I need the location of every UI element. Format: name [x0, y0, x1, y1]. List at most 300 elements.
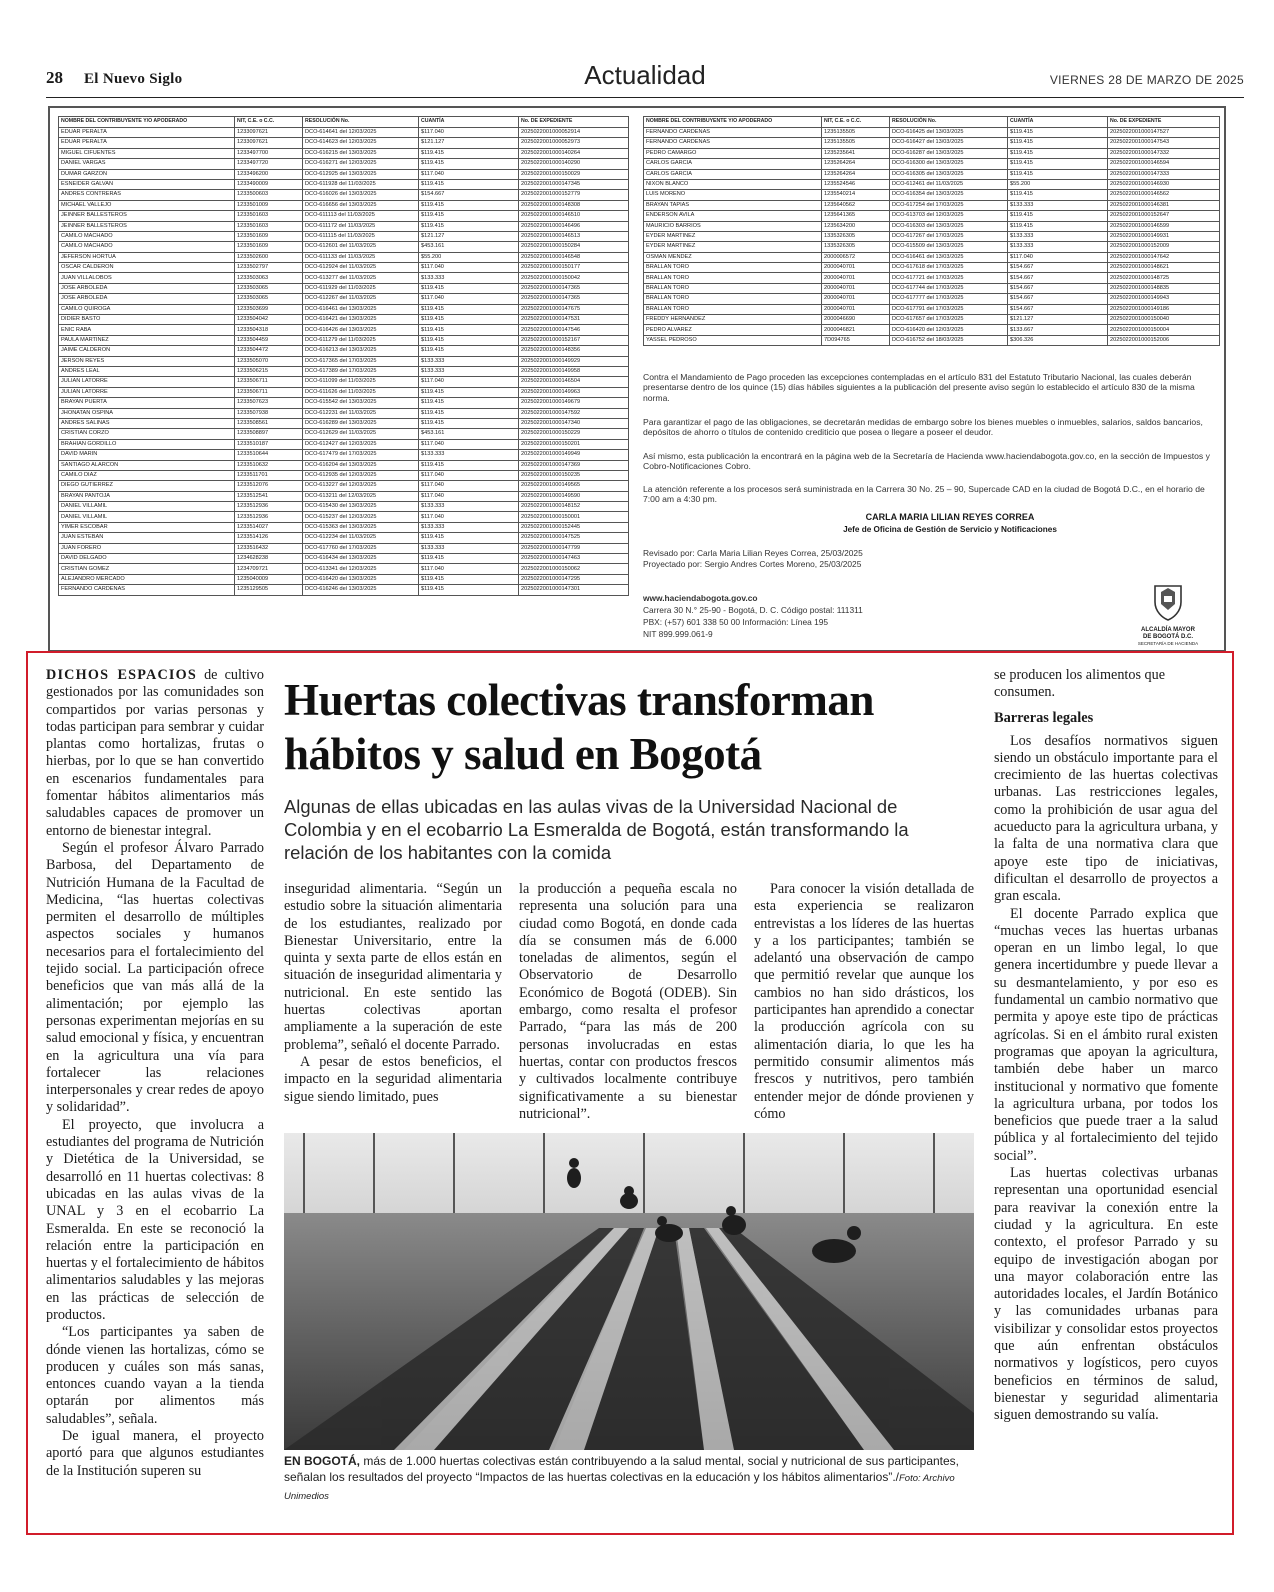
- table-cell: DCO-616204 del 13/03/2025: [303, 460, 419, 470]
- table-cell: DCO-611115 del 11/03/2025: [303, 231, 419, 241]
- table-cell: DCO-615237 del 12/03/2025: [303, 512, 419, 522]
- col-header: NIT, C.E. o C.C.: [235, 117, 303, 128]
- table-cell: 2025022001000147295: [519, 574, 629, 584]
- table-cell: CAMILO MACHADO: [59, 231, 235, 241]
- table-cell: $133.667: [1008, 325, 1108, 335]
- table-row: [59, 179, 629, 189]
- table-cell: $306.326: [1008, 335, 1108, 345]
- photo-caption: EN BOGOTÁ, más de 1.000 huertas colectivas están contribuyendo a la salud mental, social y nutricional de sus participantes, señalan los resultados del proyecto “Impactos de las huertas colectivas en la educación y los hábitos alimentarios”./Foto: Archivo Unimedios: [284, 1454, 960, 1502]
- table-cell: 1233508561: [235, 418, 303, 428]
- table-row: [59, 377, 629, 387]
- table-cell: DCO-616354 del 13/03/2025: [890, 190, 1008, 200]
- table-cell: $119.415: [419, 398, 519, 408]
- table-cell: 1233512076: [235, 481, 303, 491]
- table-cell: CAMILO MACHADO: [59, 242, 235, 252]
- table-cell: 1235235641: [822, 148, 890, 158]
- table-cell: $119.415: [419, 159, 519, 169]
- table-cell: BRALLAN TORO: [644, 283, 822, 293]
- table-cell: LUIS MORENO: [644, 190, 822, 200]
- page-number: 28: [46, 68, 63, 87]
- table-row: [59, 398, 629, 408]
- table-cell: DCO-617657 del 17/03/2025: [890, 315, 1008, 325]
- table-cell: DCO-614641 del 12/03/2025: [303, 128, 419, 138]
- table-row: [59, 439, 629, 449]
- table-cell: 1233506711: [235, 377, 303, 387]
- paragraph: De igual manera, el proyecto aportó para que algunos estudiantes de la Institución superen su: [46, 1428, 264, 1479]
- table-cell: DCO-616420 del 12/03/2025: [890, 325, 1008, 335]
- table-cell: ESNEIDER GALVAN: [59, 179, 235, 189]
- table-cell: 2025022001000150042: [519, 273, 629, 283]
- col-header: No. DE EXPEDIENTE: [1108, 117, 1220, 128]
- table-row: [59, 418, 629, 428]
- table-cell: $117.040: [419, 481, 519, 491]
- table-cell: $119.415: [419, 315, 519, 325]
- table-cell: DCO-616656 del 13/03/2025: [303, 200, 419, 210]
- paragraph: Según el profesor Álvaro Parrado Barbosa, del Departamento de Nutrición Humana de la Facultad de Medicina, “las huertas colectivas permiten el desarrollo de múltiples aspectos sociales y humanos necesarios para el fortalecimiento del tejido social. La participación ofrece beneficios que van más allá de la alimentación; por ejemplo las personas experimentan mejorías en su salud emocional y física, y encuentran en la agricultura una vía para fortalecer las relaciones interpersonales y crear redes de apoyo y solidaridad”.: [46, 839, 264, 1116]
- table-cell: $154.667: [1008, 294, 1108, 304]
- paragraph: Para conocer la visión detallada de esta experiencia se realizaron entrevistas a los líderes de las huertas y a los participantes; también se adelantó una observación de campo que permitió revelar que aunque los cambios no han sido drásticos, los participantes han aprendido a conectar la producción agrícola con su alimentación diaria, lo que les ha permitido consumir alimentos más frescos y nutritivos, pero también entender mejor de dónde provienen y cómo: [754, 881, 974, 1122]
- table-cell: 1235135505: [822, 138, 890, 148]
- table-cell: 2025022001000147463: [519, 554, 629, 564]
- table-cell: 2025022001000150201: [519, 439, 629, 449]
- table-cell: 2025022001000149929: [519, 356, 629, 366]
- table-cell: 1233512541: [235, 491, 303, 501]
- table-cell: 2025022001000147365: [519, 294, 629, 304]
- table-cell: DCO-612231 del 11/03/2025: [303, 408, 419, 418]
- table-cell: 2025022001000147332: [1108, 148, 1220, 158]
- table-cell: 2025022001000147592: [519, 408, 629, 418]
- table-cell: BRAYAN TAPIAS: [644, 200, 822, 210]
- website-link[interactable]: www.haciendabogota.gov.co: [643, 593, 758, 603]
- table-cell: DCO-612629 del 11/03/2025: [303, 429, 419, 439]
- table-cell: DCO-616426 del 13/03/2025: [303, 325, 419, 335]
- table-row: [59, 470, 629, 480]
- table-cell: CAMILO QUIROGA: [59, 304, 235, 314]
- col-header: NOMBRE DEL CONTRIBUYENTE Y/O APODERADO: [59, 117, 235, 128]
- table-cell: 1235640562: [822, 200, 890, 210]
- table-cell: 2025022001000150229: [519, 429, 629, 439]
- newspaper-name: El Nuevo Siglo: [84, 71, 183, 87]
- table-cell: DANIEL VILLAMIL: [59, 512, 235, 522]
- table-row: [59, 543, 629, 553]
- table-cell: 2025022001000052914: [519, 128, 629, 138]
- table-cell: 1233503699: [235, 304, 303, 314]
- notice-table-left: [58, 116, 629, 596]
- table-cell: 1233501609: [235, 242, 303, 252]
- table-cell: PEDRO ALVAREZ: [644, 325, 822, 335]
- table-cell: 2025022001000147527: [1108, 128, 1220, 138]
- table-cell: BRAHIAN GORDILLO: [59, 439, 235, 449]
- paragraph: El docente Parrado explica que “muchas veces las huertas urbanas operan en un limbo legal, lo que genera incertidumbre y puede llevar a su desmantelamiento, y por eso es fundamental un cambio normativo que permita y apoye este tipo de prácticas agrícolas. Si en el ámbito rural existen programas que apoyan la agricultura, también debe haber un marco institucional y normativo que fomente la agricultura urbana, por todos los beneficios que puede traer a la salud pública y al fortalecimiento del tejido social”.: [994, 905, 1218, 1164]
- signer-name: CARLA MARIA LILIAN REYES CORREA: [865, 512, 1035, 522]
- table-cell: $133.333: [419, 366, 519, 376]
- paragraph: se producen los alimentos que consumen.: [994, 667, 1165, 701]
- table-cell: $119.415: [419, 460, 519, 470]
- table-cell: $119.415: [419, 179, 519, 189]
- table-cell: $119.415: [1008, 190, 1108, 200]
- table-row: [59, 159, 629, 169]
- table-cell: ALEJANDRO MERCADO: [59, 574, 235, 584]
- table-cell: DCO-616434 del 13/03/2025: [303, 554, 419, 564]
- table-cell: 1233496200: [235, 169, 303, 179]
- table-cell: $119.415: [419, 221, 519, 231]
- table-cell: $154.667: [419, 190, 519, 200]
- table-cell: 2000040701: [822, 273, 890, 283]
- greenhouse-photo: [284, 1133, 974, 1450]
- table-cell: 2000046690: [822, 315, 890, 325]
- table-cell: 1235264264: [822, 169, 890, 179]
- table-cell: 1234709721: [235, 564, 303, 574]
- table-cell: 2025022001000150062: [519, 564, 629, 574]
- table-cell: 2025022001000147675: [519, 304, 629, 314]
- issue-date: VIERNES 28 DE MARZO DE 2025: [1049, 73, 1244, 87]
- table-cell: DCO-617254 del 17/03/2025: [890, 200, 1008, 210]
- table-row: [644, 263, 1220, 273]
- col-header: RESOLUCIÓN No.: [890, 117, 1008, 128]
- table-cell: FERNANDO CARDENAS: [644, 138, 822, 148]
- table-row: [59, 366, 629, 376]
- table-row: [59, 387, 629, 397]
- table-cell: CAMILO DIAZ: [59, 470, 235, 480]
- table-cell: DCO-617479 del 17/03/2025: [303, 450, 419, 460]
- subheading: Barreras legales: [994, 709, 1094, 726]
- table-cell: DCO-611133 del 11/03/2025: [303, 252, 419, 262]
- contact-block: [643, 592, 863, 640]
- table-cell: DCO-616287 del 13/03/2025: [890, 148, 1008, 158]
- paragraph: la producción a pequeña escala no representa una solución para una ciudad como Bogotá, en donde cada día se consumen más de 6.000 toneladas de alimentos, según el Observatorio de Desarrollo Económico de Bogotá (ODEB). Sin embargo, como resalta el profesor Parrado, “para las más de 200 personas involucradas en estas huertas, contar con productos frescos y cultivados localmente contribuye significativamente a su bienestar nutricional”.: [519, 881, 737, 1122]
- table-cell: MAURICIO BARRIOS: [644, 221, 822, 231]
- table-cell: 2025022001000146504: [519, 377, 629, 387]
- table-cell: 1235264264: [822, 159, 890, 169]
- table-cell: BRALLAN TORO: [644, 263, 822, 273]
- table-cell: DCO-611172 del 11/03/2025: [303, 221, 419, 231]
- table-row: [59, 502, 629, 512]
- table-cell: DCO-612461 del 11/03/2025: [890, 179, 1008, 189]
- table-cell: 2000040701: [822, 263, 890, 273]
- table-row: [59, 263, 629, 273]
- table-cell: 2025022001000052973: [519, 138, 629, 148]
- table-cell: 1233516432: [235, 543, 303, 553]
- page-header: [46, 60, 1244, 90]
- table-cell: JUAN FORERO: [59, 543, 235, 553]
- table-cell: $119.415: [419, 387, 519, 397]
- table-row: [59, 574, 629, 584]
- table-cell: $154.667: [1008, 273, 1108, 283]
- table-cell: DCO-617721 del 17/03/2025: [890, 273, 1008, 283]
- table-cell: 2025022001000152647: [1108, 211, 1220, 221]
- table-cell: DCO-616246 del 13/03/2025: [303, 585, 419, 595]
- table-row: [59, 346, 629, 356]
- table-row: [644, 252, 1220, 262]
- table-row: [644, 273, 1220, 283]
- table-cell: $55.200: [419, 252, 519, 262]
- table-row: [644, 200, 1220, 210]
- table-cell: DCO-616421 del 13/03/2025: [303, 315, 419, 325]
- table-cell: 2025022001000150004: [1108, 325, 1220, 335]
- table-cell: CARLOS GARCIA: [644, 159, 822, 169]
- table-cell: 1233508897: [235, 429, 303, 439]
- table-cell: $117.040: [419, 128, 519, 138]
- table-cell: 1233500603: [235, 190, 303, 200]
- table-row: [644, 190, 1220, 200]
- table-cell: 2025022001000140264: [519, 148, 629, 158]
- table-cell: DCO-612925 del 13/03/2025: [303, 169, 419, 179]
- table-cell: DCO-617777 del 17/03/2025: [890, 294, 1008, 304]
- table-cell: JULIAN LATORRE: [59, 377, 235, 387]
- col-header: RESOLUCIÓN No.: [303, 117, 419, 128]
- table-cell: 1235135505: [822, 128, 890, 138]
- table-row: [59, 585, 629, 595]
- table-cell: $119.415: [1008, 148, 1108, 158]
- table-cell: $117.040: [419, 470, 519, 480]
- table-cell: YASSEL PEDROSO: [644, 335, 822, 345]
- table-cell: 1234628238: [235, 554, 303, 564]
- table-cell: 1235540214: [822, 190, 890, 200]
- table-cell: DCO-616461 del 13/03/2025: [303, 304, 419, 314]
- table-cell: JEFERSON HORTUA: [59, 252, 235, 262]
- table-cell: BRALLAN TORO: [644, 294, 822, 304]
- table-cell: 1235129505: [235, 585, 303, 595]
- table-row: [644, 335, 1220, 345]
- table-cell: 2025022001000152779: [519, 190, 629, 200]
- table-cell: DCO-611928 del 11/03/2025: [303, 179, 419, 189]
- table-cell: DCO-615430 del 13/03/2025: [303, 502, 419, 512]
- table-cell: DCO-616427 del 13/03/2025: [890, 138, 1008, 148]
- table-cell: $119.415: [1008, 169, 1108, 179]
- table-cell: $119.415: [1008, 159, 1108, 169]
- table-cell: DCO-611929 del 11/03/2025: [303, 283, 419, 293]
- table-row: [59, 522, 629, 532]
- table-cell: DCO-612935 del 12/03/2025: [303, 470, 419, 480]
- paragraph: inseguridad alimentaria. “Según un estudio sobre la situación alimentaria de los estudiantes, realizado por Bienestar Universitario, entre la quinta y sexta parte de ellos están en situación de inseguridad alimentaria y nutricional. En este sentido las huertas colectivas aportan ampliamente a la superación de este problema”, señaló el docente Parrado.: [284, 881, 502, 1053]
- table-cell: $453.161: [419, 429, 519, 439]
- table-cell: $133.333: [419, 522, 519, 532]
- table-cell: DCO-616289 del 13/03/2025: [303, 418, 419, 428]
- table-cell: BRAYAN PANTOJA: [59, 491, 235, 501]
- table-cell: 1233502600: [235, 252, 303, 262]
- table-cell: 1235524546: [822, 179, 890, 189]
- table-row: [644, 179, 1220, 189]
- paragraph: El proyecto, que involucra a estudiantes del programa de Nutrición y Dietética de la Universidad, se desarrolló en 11 huertas colectivas: 8 ubicadas en las aulas vivas de la UNAL y 3 en el ecobarrio La Esmeralda. En este se reconoció la relación entre la participación en huertas y el fortalecimiento de hábitos alimentarios saludables y las mejoras en las prácticas de selección de productos.: [46, 1116, 264, 1323]
- table-cell: ENIC RABA: [59, 325, 235, 335]
- table-cell: $133.333: [419, 543, 519, 553]
- table-cell: YIMER ESCOBAR: [59, 522, 235, 532]
- table-row: [59, 491, 629, 501]
- table-cell: 1233504472: [235, 346, 303, 356]
- table-cell: 2000006572: [822, 252, 890, 262]
- table-row: [644, 159, 1220, 169]
- paragraph: Las huertas colectivas urbanas representan una oportunidad esencial para reavivar la conexión entre la ciudad y la agricultura. En este contexto, el profesor Parrado y su equipo de investigación abogan por una mayor colaboración entre las autoridades locales, el Jardín Botánico y las comunidades urbanas para visibilizar y consolidar estos proyectos que aún enfrentan obstáculos normativos y logísticos, pero cuyos beneficios en términos de salud, bienestar y seguridad alimentaria siguen demostrando su valía.: [994, 1165, 1218, 1424]
- table-cell: 2025022001000150040: [1108, 315, 1220, 325]
- table-cell: DCO-617744 del 17/03/2025: [890, 283, 1008, 293]
- table-cell: JEINNER BALLESTEROS: [59, 211, 235, 221]
- table-cell: 2025022001000147546: [519, 325, 629, 335]
- table-cell: 1233097621: [235, 128, 303, 138]
- table-row: [59, 450, 629, 460]
- table-cell: $117.040: [419, 169, 519, 179]
- table-row: [644, 304, 1220, 314]
- table-cell: DCO-611099 del 11/03/2025: [303, 377, 419, 387]
- table-cell: JOSE ARBOLEDA: [59, 283, 235, 293]
- table-cell: 2025022001000148835: [1108, 283, 1220, 293]
- table-row: [59, 283, 629, 293]
- table-cell: DCO-616215 del 13/03/2025: [303, 148, 419, 158]
- table-row: [59, 533, 629, 543]
- table-row: [59, 231, 629, 241]
- table-row: [59, 242, 629, 252]
- table-cell: DCO-616461 del 13/03/2025: [890, 252, 1008, 262]
- table-cell: 2025022001000149958: [519, 366, 629, 376]
- table-cell: BRALLAN TORO: [644, 304, 822, 314]
- table-cell: 2025022001000149963: [519, 387, 629, 397]
- bogota-seal: ALCALDÍA MAYOR DE BOGOTÁ D.C. SECRETARÍA DE HACIENDA: [1128, 582, 1208, 646]
- table-cell: DCO-613341 del 12/03/2025: [303, 564, 419, 574]
- table-cell: 2025022001000146510: [519, 211, 629, 221]
- table-cell: DCO-616303 del 13/03/2025: [890, 221, 1008, 231]
- col-header: CUANTÍA: [419, 117, 519, 128]
- table-cell: EDUAR PERALTA: [59, 128, 235, 138]
- table-cell: FREDDY HERNANDEZ: [644, 315, 822, 325]
- table-cell: 2025022001000147345: [519, 179, 629, 189]
- table-cell: 2025022001000140290: [519, 159, 629, 169]
- table-cell: DCO-611626 del 11/03/2025: [303, 387, 419, 397]
- table-cell: CARLOS GARCIA: [644, 169, 822, 179]
- table-row: [59, 335, 629, 345]
- table-row: [59, 554, 629, 564]
- table-cell: DCO-614623 del 12/03/2025: [303, 138, 419, 148]
- table-row: [59, 128, 629, 138]
- table-row: [59, 481, 629, 491]
- table-cell: $119.415: [419, 148, 519, 158]
- table-cell: 2025022001000148152: [519, 502, 629, 512]
- table-cell: ENDERSON AVILA: [644, 211, 822, 221]
- table-cell: ANDRES LEAL: [59, 366, 235, 376]
- table-cell: 1233507938: [235, 408, 303, 418]
- table-cell: DCO-611279 del 11/03/2025: [303, 335, 419, 345]
- table-cell: DIEGO GUTIERREZ: [59, 481, 235, 491]
- table-row: [59, 200, 629, 210]
- table-cell: 2025022001000149931: [1108, 231, 1220, 241]
- col-header: NOMBRE DEL CONTRIBUYENTE Y/O APODERADO: [644, 117, 822, 128]
- table-cell: $119.415: [1008, 138, 1108, 148]
- table-cell: DCO-613277 del 11/03/2025: [303, 273, 419, 283]
- table-cell: DCO-615509 del 13/03/2025: [890, 242, 1008, 252]
- signer-title: Jefe de Oficina de Gestión de Servicio y Notificaciones: [843, 525, 1057, 534]
- table-cell: 2000040701: [822, 294, 890, 304]
- notice-paragraph: Así mismo, esta publicación la encontrará en la página web de la Secretaría de Hacienda www.haciendabogota.gov.co, en la sección de Impuestos y Cobro-Notificaciones Cobro.: [643, 451, 1210, 472]
- table-cell: 1233506215: [235, 366, 303, 376]
- table-cell: 2025022001000146562: [1108, 190, 1220, 200]
- paragraph: Los desafíos normativos siguen siendo un obstáculo importante para el crecimiento de las huertas colectivas urbanas. Las restricciones legales, como la prohibición de usar agua del acueducto para la agricultura urbana, y la falta de una normativa clara que apoye este tipo de iniciativas, dificultan el desarrollo de proyectos a gran escala.: [994, 732, 1218, 905]
- table-cell: DCO-615363 del 13/03/2025: [303, 522, 419, 532]
- table-cell: DCO-617618 del 17/03/2025: [890, 263, 1008, 273]
- table-cell: EYDER MARTINEZ: [644, 242, 822, 252]
- table-cell: 1233503063: [235, 273, 303, 283]
- table-cell: $55.200: [1008, 179, 1108, 189]
- table-cell: JUAN ESTEBAN: [59, 533, 235, 543]
- table-cell: 7D094765: [822, 335, 890, 345]
- table-cell: 1233501009: [235, 200, 303, 210]
- table-cell: 2025022001000149590: [519, 491, 629, 501]
- table-cell: 2025022001000150001: [519, 512, 629, 522]
- table-cell: 2025022001000147365: [519, 283, 629, 293]
- table-cell: $133.333: [419, 450, 519, 460]
- col-header: No. DE EXPEDIENTE: [519, 117, 629, 128]
- table-cell: ANDRES CONTRERAS: [59, 190, 235, 200]
- table-cell: 2025022001000147531: [519, 315, 629, 325]
- table-cell: $119.415: [419, 335, 519, 345]
- table-cell: DANIEL VILLAMIL: [59, 502, 235, 512]
- table-cell: BRAYAN PUERTA: [59, 398, 235, 408]
- table-cell: DCO-612924 del 11/03/2025: [303, 263, 419, 273]
- table-cell: $121.127: [419, 231, 519, 241]
- table-cell: DCO-615542 del 13/03/2025: [303, 398, 419, 408]
- table-row: [59, 325, 629, 335]
- article-column-3: [519, 881, 737, 1123]
- table-cell: SANTIAGO ALARCON: [59, 460, 235, 470]
- table-cell: 1235040009: [235, 574, 303, 584]
- table-cell: 2025022001000148621: [1108, 263, 1220, 273]
- table-cell: $133.333: [419, 502, 519, 512]
- table-cell: $133.333: [419, 356, 519, 366]
- phone: PBX: (+57) 601 338 50 00 Información: Línea 195: [643, 617, 829, 627]
- table-cell: $119.415: [419, 283, 519, 293]
- table-cell: 2025022001000150029: [519, 169, 629, 179]
- table-cell: DCO-616300 del 13/03/2025: [890, 159, 1008, 169]
- table-cell: 2025022001000149679: [519, 398, 629, 408]
- table-cell: DCO-613703 del 12/03/2025: [890, 211, 1008, 221]
- table-cell: DCO-616026 del 13/03/2025: [303, 190, 419, 200]
- table-cell: $117.040: [419, 564, 519, 574]
- table-cell: DCO-616425 del 13/03/2025: [890, 128, 1008, 138]
- table-cell: MICHAEL VALLEJO: [59, 200, 235, 210]
- news-article: [26, 651, 1234, 1535]
- table-cell: 2025022001000152006: [1108, 335, 1220, 345]
- table-row: [644, 315, 1220, 325]
- table-cell: $119.415: [419, 304, 519, 314]
- table-cell: $133.333: [1008, 242, 1108, 252]
- table-cell: 1233504318: [235, 325, 303, 335]
- table-cell: JHONATAN OSPINA: [59, 408, 235, 418]
- table-cell: $121.127: [1008, 315, 1108, 325]
- table-cell: $117.040: [419, 439, 519, 449]
- table-cell: 1235641365: [822, 211, 890, 221]
- table-cell: 1335326305: [822, 231, 890, 241]
- table-cell: 2025022001000146548: [519, 252, 629, 262]
- table-cell: FERNANDO CARDENAS: [59, 585, 235, 595]
- table-cell: $119.415: [419, 418, 519, 428]
- table-cell: 2025022001000152167: [519, 335, 629, 345]
- table-row: [644, 211, 1220, 221]
- table-cell: DCO-616420 del 13/03/2025: [303, 574, 419, 584]
- header-rule: [46, 97, 1244, 98]
- table-cell: 2025022001000147333: [1108, 169, 1220, 179]
- lead-caps: DICHOS ESPACIOS: [46, 667, 197, 683]
- table-cell: 1233512936: [235, 502, 303, 512]
- table-cell: DCO-612267 del 11/03/2025: [303, 294, 419, 304]
- table-cell: $119.415: [419, 211, 519, 221]
- table-cell: 1335326305: [822, 242, 890, 252]
- table-cell: $119.415: [419, 554, 519, 564]
- notice-paragraph: Contra el Mandamiento de Pago proceden las excepciones contempladas en el artículo 831 del Estatuto Tributario Nacional, las cuales deberán presentarse dentro de los quince (15) días hábiles siguientes a la publicación del presente aviso según lo establecido el artículo 830 de la misma norma.: [643, 372, 1195, 403]
- table-cell: FERNANDO CARDENAS: [644, 128, 822, 138]
- table-cell: CRISTIAN GOMEZ: [59, 564, 235, 574]
- table-row: [644, 221, 1220, 231]
- table-cell: 2025022001000147340: [519, 418, 629, 428]
- table-cell: 2000046821: [822, 325, 890, 335]
- headline: Huertas colectivas transforman hábitos y salud en Bogotá: [284, 675, 874, 779]
- table-cell: $119.415: [419, 574, 519, 584]
